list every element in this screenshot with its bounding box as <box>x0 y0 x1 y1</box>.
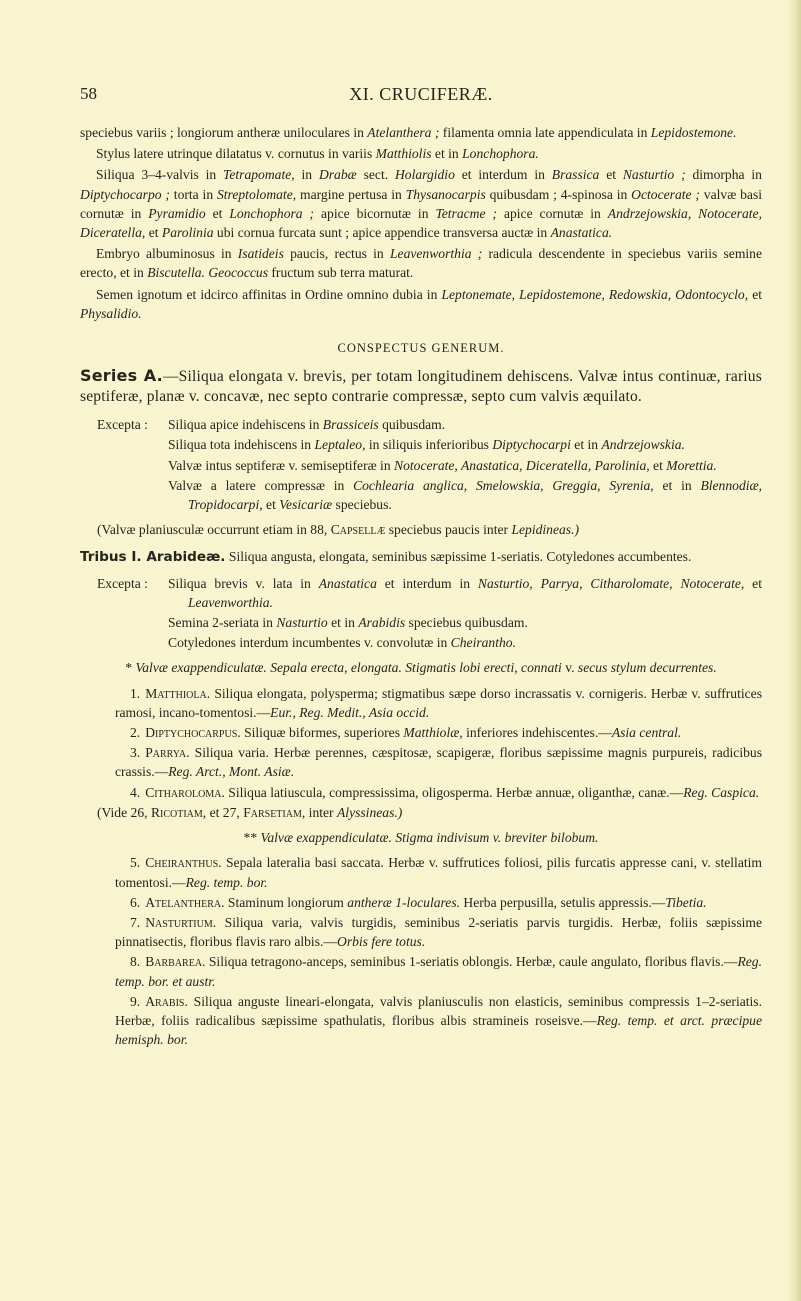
italic-text: Tibetia. <box>665 894 707 910</box>
text-run: ** <box>243 830 261 846</box>
subhead-block <box>80 828 762 847</box>
genus-block <box>80 853 762 891</box>
text-run: speciebus quibusdam. <box>405 615 528 631</box>
text-run: et <box>744 575 762 591</box>
italic-text: Leptaleo, <box>314 437 366 453</box>
paragraph <box>80 144 762 163</box>
excepta-block <box>80 415 762 514</box>
excepta-item <box>168 415 762 434</box>
italic-text: Geococcus <box>208 265 268 281</box>
paragraph <box>80 165 762 242</box>
italic-text: Nasturtio, Parrya, Citharolomate, Notocerate, <box>477 575 745 591</box>
text-run: Siliqua brevis v. lata in <box>168 575 319 591</box>
text-run: speciebus paucis inter <box>385 522 512 538</box>
text-run: et <box>748 286 763 302</box>
italic-text: Isatideis <box>237 246 284 262</box>
italic-text: Asia central. <box>611 725 682 741</box>
tribus-paragraph <box>80 547 762 567</box>
text-run: et interdum in <box>376 575 478 591</box>
excepta-label: Excepta : <box>97 417 148 433</box>
text-run: Cotyledones interdum incumbentes v. convolutæ in <box>168 635 451 651</box>
paragraph <box>80 285 762 323</box>
italic-text: Alyssineas.) <box>336 804 403 820</box>
italic-text: antheræ 1-loculares. <box>347 894 461 910</box>
bold-heading: Tribus I. Arabideæ. <box>80 549 226 566</box>
text-run: Siliqua varia. Herbæ perennes, cæspitosæ, scapigeræ, floribus sæpissime magnis purpureis, radicibus crassis.— <box>115 745 762 780</box>
running-header <box>80 84 762 108</box>
text-run: Siliquæ biformes, superiores <box>240 725 404 741</box>
bold-heading: Series A. <box>80 366 163 386</box>
entry-number: 1. <box>130 685 141 701</box>
entry-number: 4. <box>130 784 141 800</box>
text-run: Stylus latere utrinque dilatatus v. cornutus in variis <box>96 146 376 162</box>
text-run: ubi cornua furcata sunt ; apice appendice transversa auctæ in <box>213 225 551 241</box>
text-run: CONSPECTUS GENERUM. <box>337 341 505 356</box>
text-run: filamenta omnia late appendiculata in <box>439 125 651 140</box>
italic-text: Reg. temp. bor. <box>185 874 268 890</box>
text-run: Valvæ intus septiferæ v. semiseptiferæ in <box>168 457 395 473</box>
italic-text: Lonchophora ; <box>229 205 315 221</box>
paragraph <box>80 244 762 282</box>
note-block <box>80 520 762 539</box>
italic-text: Pyramidio <box>148 205 206 221</box>
text-run: Herba perpusilla, setulis appressis.— <box>460 894 666 910</box>
text-run: Siliqua elongata, polysperma; stigmatibus sæpe dorso incrassatis v. cornigeris. Herbæ v. suffrutices ramosi, incano-tomentosi.— <box>115 685 762 720</box>
text-run: Semen ignotum et idcirco affinitas in Ordine omnino dubia in <box>96 286 442 302</box>
page-number: 58 <box>80 84 97 103</box>
text-run: margine pertusa in <box>296 186 406 202</box>
italic-text: Notocerate, Anastatica, Diceratella, Parolinia, <box>394 457 650 473</box>
italic-text: Valvæ exappendiculatæ. Stigma indivisum v. breviter bilobum. <box>260 830 599 846</box>
genus-block <box>80 952 762 990</box>
text-run: speciebus variis ; longiorum antheræ uniloculares in <box>80 125 368 140</box>
italic-text: Lonchophora. <box>462 146 539 162</box>
genus-name: Matthiola. <box>145 685 211 701</box>
text-run: radicula descendente in speciebus variis semine erecto, et in <box>80 246 763 281</box>
entry-number: 6. <box>130 894 141 910</box>
genus-block <box>80 743 762 781</box>
italic-text: Arabidis <box>358 615 406 631</box>
text-run: Sepala lateralia basi saccata. Herbæ v. suffrutices foliosi, pilis furcatis appresse cani, v. stellatim tomentosi.— <box>115 855 762 890</box>
entry-number: 9. <box>130 993 141 1009</box>
italic-text: Orbis fere totus. <box>337 934 426 950</box>
italic-text: Vesicariæ <box>279 497 333 513</box>
entry-number: 8. <box>130 954 141 970</box>
genus-block <box>80 684 762 722</box>
genus-name: Capsellæ <box>330 522 386 538</box>
italic-text: Parolinia <box>161 225 214 241</box>
text-run: Valvæ a latere compressæ in <box>168 477 354 493</box>
excepta-label: Excepta : <box>97 575 148 591</box>
page-edge-shadow <box>787 0 801 1301</box>
text-run: quibusdam ; 4-spinosa in <box>485 186 632 202</box>
entry-number: 5. <box>130 855 141 871</box>
italic-text: Nasturtio <box>276 615 328 631</box>
genus-name: Cheiranthus. <box>145 855 222 871</box>
italic-text: Thysanocarpis <box>405 186 486 202</box>
text-run: —Siliqua elongata v. brevis, per totam longitudinem dehiscens. Valvæ intus continuæ, rarius septiferæ, planæ v. concavæ, nec septo contrarie compressæ, septo cum valvis æquilato. <box>80 368 762 406</box>
text-run: et in <box>570 437 602 453</box>
text-run: Siliqua 3–4-valvis in <box>96 167 224 183</box>
italic-text: Lepidostemone. <box>650 125 737 140</box>
text-run: speciebus. <box>332 497 392 513</box>
genus-name: Parrya. <box>145 745 190 761</box>
italic-text: Blennodiæ, Tropidocarpi, <box>188 477 762 513</box>
text-run: et <box>649 457 667 473</box>
italic-text: Brassica <box>551 167 600 183</box>
text-run: in siliquis inferioribus <box>365 437 493 453</box>
italic-text: Diptychocarpi <box>492 437 571 453</box>
italic-text: Matthiolæ, <box>403 725 463 741</box>
excepta-item <box>168 435 762 454</box>
genus-block <box>80 992 762 1050</box>
text-run: et in <box>327 615 359 631</box>
text-run: (Vide 26, <box>97 804 151 820</box>
italic-text: Cochlearia anglica, Smelowskia, Greggia, Syrenia, <box>353 477 654 493</box>
text-run: et interdum in <box>454 167 552 183</box>
text-run: apice bicornutæ in <box>314 205 436 221</box>
text-run: in <box>294 167 319 183</box>
genus-name: Nasturtium. <box>145 914 217 930</box>
italic-text: Tetracme ; <box>435 205 497 221</box>
italic-text: Morettia. <box>666 457 717 473</box>
italic-text: Reg. Caspica. <box>683 784 760 800</box>
subhead-block <box>80 658 762 677</box>
genus-name: Atelanthera. <box>145 894 225 910</box>
series-block <box>80 366 762 407</box>
text-run: et <box>262 497 280 513</box>
italic-text: Anastatica <box>318 575 377 591</box>
genus-name: Barbarea. <box>145 954 206 970</box>
text-run: quibusdam. <box>378 417 446 433</box>
excepta-item <box>168 476 762 514</box>
text-run: * <box>125 660 136 676</box>
italic-text: Biscutella. <box>147 265 205 281</box>
text-run: Siliqua tetragono-anceps, seminibus 1-seriatis oblongis. Herbæ, caule angulato, floribus flavis.— <box>205 954 738 970</box>
genus-name: Arabis. <box>145 993 188 1009</box>
text-run: et in <box>431 146 463 162</box>
text-run: et <box>145 225 162 241</box>
italic-text: Diptychocarpo ; <box>80 186 170 202</box>
text-run: et <box>205 205 230 221</box>
heading-block <box>80 339 762 358</box>
italic-text: Leavenworthia ; <box>389 246 483 262</box>
italic-text: Reg. temp. bor. et austr. <box>115 954 762 989</box>
text-run: sect. <box>356 167 395 183</box>
italic-text: Holargidio <box>394 167 455 183</box>
italic-text: Andrzejowskia, Notocerate, Diceratella, <box>80 205 762 241</box>
text-run: (Valvæ planiusculæ occurrunt etiam in 88, <box>97 522 331 538</box>
genus-block <box>80 913 762 951</box>
italic-text: Lepidineas.) <box>511 522 580 538</box>
italic-text: Andrzejowskia. <box>601 437 685 453</box>
italic-text: Atelanthera ; <box>367 125 440 140</box>
entry-number: 3. <box>130 745 141 761</box>
text-run: Staminum longiorum <box>224 894 348 910</box>
italic-text: Leavenworthia. <box>188 594 273 610</box>
text-run: Embryo albuminosus in <box>96 246 238 262</box>
excepta-item <box>168 456 762 475</box>
italic-text: Streptolomate, <box>216 186 297 202</box>
italic-text: Tetrapomate, <box>223 167 295 183</box>
genus-name: Diptychocarpus. <box>145 725 241 741</box>
text-run: inferiores indehiscentes.— <box>462 725 612 741</box>
chapter-title: XI. CRUCIFERÆ. <box>349 84 493 104</box>
text-run: , et 27, <box>202 804 244 820</box>
text-run: apice cornutæ in <box>497 205 608 221</box>
italic-text: Valvæ exappendiculatæ. Sepala erecta, elongata. Stigmatis lobi erecti, connati <box>135 660 562 676</box>
genus-name: Citharoloma. <box>145 784 225 800</box>
italic-text: Reg. Arct., Mont. Asiæ. <box>168 764 295 780</box>
italic-text: Physalidio. <box>80 305 142 321</box>
text-run: torta in <box>169 186 217 202</box>
italic-text: Reg. temp. et arct. præcipue hemisph. bor. <box>115 1012 762 1048</box>
genus-name: Ricotiam <box>150 804 203 820</box>
text-run: et in <box>653 477 701 493</box>
italic-text: secus stylum decurrentes. <box>577 660 717 676</box>
excepta-item <box>168 574 762 612</box>
italic-text: Brassiceis <box>322 417 379 433</box>
italic-text: Drabæ <box>318 167 357 183</box>
text-run: Siliqua apice indehiscens in <box>168 417 323 433</box>
text-run: , inter <box>301 804 337 820</box>
genus-block <box>80 893 762 912</box>
italic-text: Cheirantho. <box>450 635 516 651</box>
text-run: Siliqua latiuscula, compressissima, oligosperma. Herbæ annuæ, oliganthæ, canæ.— <box>224 784 684 800</box>
text-run: valvæ basi cornutæ in <box>80 186 763 221</box>
text-run: fructum sub terra maturat. <box>268 265 414 281</box>
text-run: v. <box>561 660 578 676</box>
excepta-item <box>168 613 762 632</box>
italic-text: Eur., Reg. Medit., Asia occid. <box>270 704 430 720</box>
italic-text: Matthiolis <box>375 146 432 162</box>
text-run: dimorpha in <box>685 167 762 183</box>
italic-text: Octocerate ; <box>631 186 700 202</box>
text-run: et <box>599 167 623 183</box>
note-block <box>80 803 762 822</box>
text-run: Siliqua anguste lineari-elongata, valvis planiusculis non elasticis, seminibus compressis 1–2-seriatis. Herbæ, foliis radicalibus sæpissime spathulatis, floribus albis stramineis roseisve.— <box>115 993 762 1028</box>
entry-number: 2. <box>130 725 141 741</box>
italic-text: Leptonemate, Lepidostemone, Redowskia, Odontocyclo, <box>441 286 749 302</box>
italic-text: Nasturtio ; <box>622 167 686 183</box>
text-run: Siliqua varia, valvis turgidis, seminibus 2-seriatis parvis turgidis. Herbæ, foliis sæpissime pinnatisectis, floribus flavis raro albis.— <box>115 914 762 950</box>
entry-number: 7. <box>130 914 141 930</box>
genus-name: Farsetiam <box>243 804 302 820</box>
paragraph <box>80 123 762 142</box>
text-run: Semina 2-seriata in <box>168 615 277 631</box>
text-run: Siliqua tota indehiscens in <box>168 437 315 453</box>
text-run: Siliqua angusta, elongata, seminibus sæpissime 1-seriatis. Cotyledones accumbentes. <box>225 549 692 565</box>
excepta-block <box>80 574 762 653</box>
genus-block <box>80 783 762 802</box>
text-run: paucis, rectus in <box>283 246 390 262</box>
italic-text: Anastatica. <box>550 225 613 241</box>
page-body <box>80 123 762 1050</box>
genus-block <box>80 723 762 742</box>
excepta-item <box>168 633 762 652</box>
